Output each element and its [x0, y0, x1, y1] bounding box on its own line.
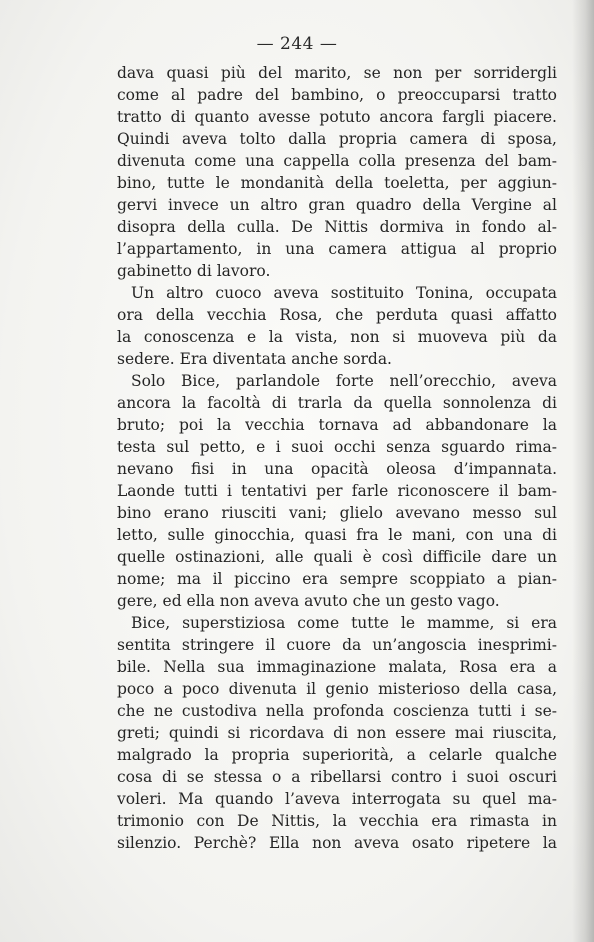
- text-line: nevano fisi in una opacità oleosa d’impannata.: [117, 460, 557, 478]
- page-number: — 244 —: [256, 34, 338, 54]
- text-line: disopra della culla. De Nittis dormiva in fondo al-: [117, 218, 557, 236]
- text-line: bruto; poi la vecchia tornava ad abbandonare la: [117, 416, 557, 434]
- text-line: l’appartamento, in una camera attigua al proprio: [117, 240, 557, 258]
- text-line: la conoscenza e la vista, non si muoveva più da: [117, 328, 557, 346]
- text-line: letto, sulle ginocchia, quasi fra le mani, con una di: [117, 526, 557, 544]
- text-line: cosa di se stessa o a ribellarsi contro i suoi oscuri: [117, 768, 557, 786]
- text-line: poco a poco divenuta il genio misterioso della casa,: [117, 680, 557, 698]
- page-edge-shadow: [572, 0, 594, 942]
- paragraph-4: [117, 612, 557, 854]
- paragraph-2: [117, 282, 557, 370]
- text-line: gabinetto di lavoro.: [117, 262, 271, 280]
- text-line: Bice, superstiziosa come tutte le mamme, si era: [131, 614, 557, 632]
- text-line: Laonde tutti i tentativi per farle riconoscere il bam-: [117, 482, 557, 500]
- text-line: bino erano riusciti vani; glielo avevano messo sul: [117, 504, 557, 522]
- text-line: nome; ma il piccino era sempre scoppiato a pian-: [117, 570, 557, 588]
- text-line: divenuta come una cappella colla presenza del bam-: [117, 152, 557, 170]
- text-line: che ne custodiva nella profonda coscienza tutti i se-: [117, 702, 557, 720]
- text-line: malgrado la propria superiorità, a celarle qualche: [117, 746, 557, 764]
- text-line: Solo Bice, parlandole forte nell’orecchio, aveva: [131, 372, 557, 390]
- text-line: bile. Nella sua immaginazione malata, Rosa era a: [117, 658, 557, 676]
- text-line: Quindi aveva tolto dalla propria camera di sposa,: [117, 130, 557, 148]
- text-line: come al padre del bambino, o preoccuparsi tratto: [117, 86, 557, 104]
- text-line: sentita stringere il cuore da un’angoscia inesprimi-: [117, 636, 557, 654]
- paragraph-1: [117, 62, 557, 282]
- text-line: sedere. Era diventata anche sorda.: [117, 350, 392, 368]
- text-line: gere, ed ella non aveva avuto che un gesto vago.: [117, 592, 500, 610]
- text-line: dava quasi più del marito, se non per sorridergli: [117, 64, 557, 82]
- text-line: voleri. Ma quando l’aveva interrogata su quel ma-: [117, 790, 557, 808]
- text-line: bino, tutte le mondanità della toeletta, per aggiun-: [117, 174, 557, 192]
- text-line: trimonio con De Nittis, la vecchia era rimasta in: [117, 812, 557, 830]
- text-line: ora della vecchia Rosa, che perduta quasi affatto: [117, 306, 557, 324]
- text-line: ancora la facoltà di trarla da quella sonnolenza di: [117, 394, 557, 412]
- text-line: Un altro cuoco aveva sostituito Tonina, occupata: [131, 284, 557, 302]
- body-text: [117, 62, 557, 854]
- text-line: testa sul petto, e i suoi occhi senza sguardo rima-: [117, 438, 557, 456]
- text-line: tratto di quanto avesse potuto ancora fargli piacere.: [117, 108, 557, 126]
- text-line: silenzio. Perchè? Ella non aveva osato ripetere la: [117, 834, 557, 852]
- text-line: quelle ostinazioni, alle quali è così difficile dare un: [117, 548, 557, 566]
- paragraph-3: [117, 370, 557, 612]
- text-line: greti; quindi si ricordava di non essere mai riuscita,: [117, 724, 557, 742]
- text-line: gervi invece un altro gran quadro della Vergine al: [117, 196, 557, 214]
